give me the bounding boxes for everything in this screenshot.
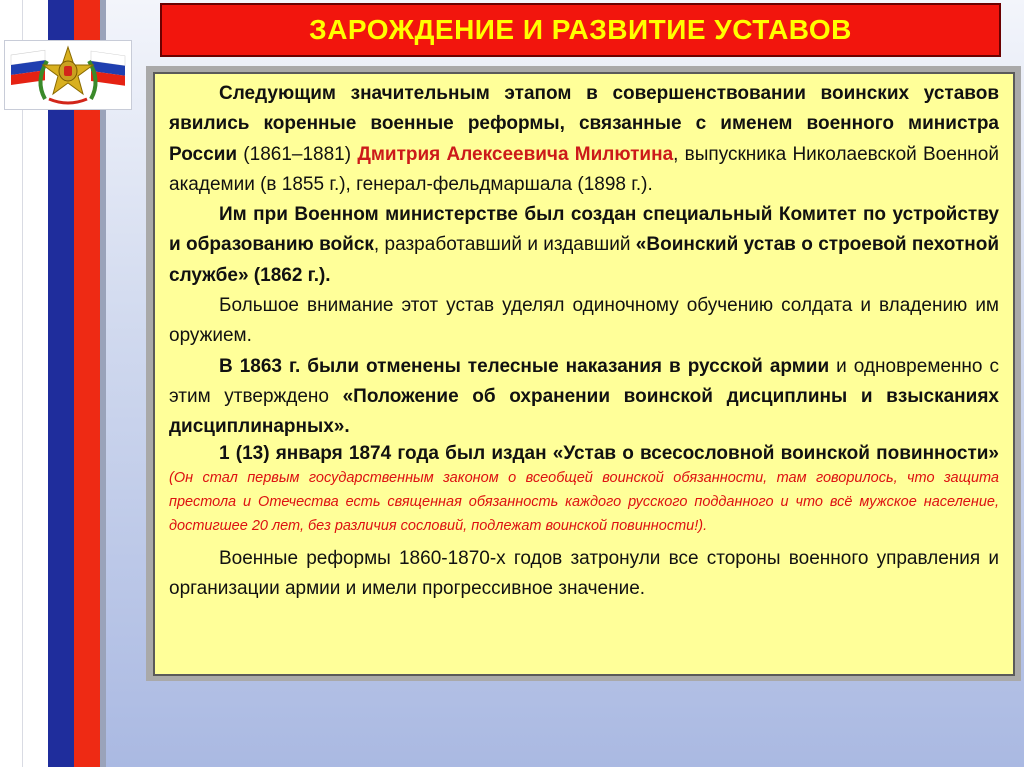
paragraph-2 (169, 200, 999, 291)
p3-text: Большое внимание этот устав уделял одиночному обучению солдата и владению им оружием. (169, 295, 999, 347)
page-title: ЗАРОЖДЕНИЕ И РАЗВИТИЕ УСТАВОВ (309, 14, 852, 45)
paragraph-1 (169, 79, 999, 200)
title-bar (160, 3, 1001, 57)
flag-stripe-white (0, 0, 22, 767)
flag-stripe-white-2 (22, 0, 49, 767)
paragraph-3 (169, 291, 999, 352)
paragraph-6 (169, 544, 999, 605)
p6-text: Военные реформы 1860-1870-х годов затронули все стороны военного управления и организации армии и имели прогрессивное значение. (169, 547, 999, 600)
p2-bold-tail: «Воинский устав о строевой пехотной службе» (1862 г.). (169, 234, 1000, 286)
paragraph-4 (169, 352, 999, 443)
p5-bold-text: 1 (13) января 1874 года был издан «Устав о всесословной воинской повинности» (219, 442, 999, 464)
p2-bold-text: Им при Военном министерстве был создан специальный Комитет по устройству и образованию войск (169, 204, 999, 256)
p4-bold-tail: «Положение об охранении воинской дисциплины и взысканиях дисциплинарных». (169, 385, 999, 438)
p1-bold-text: Следующим значительным этапом в совершенствовании воинских уставов явились коренные военные реформы, связанные с именем военного министра России (169, 83, 999, 165)
paragraph-5 (169, 443, 999, 538)
flag-stripe-red (74, 0, 100, 767)
flag-stripe-blue (48, 0, 74, 767)
p1-name-highlight: Дмитрия Алексеевича Милютина (357, 143, 674, 165)
content-panel (153, 72, 1015, 676)
stripe-divider (100, 0, 106, 767)
p4-middle: и одновременно с этим утверждено (169, 355, 999, 407)
p2-middle: , разработавший и издавший (373, 234, 636, 256)
p1-tail: , выпускника Николаевской Военной академии (в 1855 г.), генерал-фельдмаршала (1898 г.). (169, 143, 999, 195)
p5-red-note: (Он стал первым государственным законом о всеобщей воинской обязанности, там говорилось, что защита престола и Отечества есть священная обязанность каждого русского подданного и что всё мужское население, достигшее 20 лет, без различия сословий, подлежат воинской повинности!). (169, 470, 999, 534)
p1-years: (1861–1881) (237, 143, 358, 165)
armed-forces-emblem-icon (4, 40, 132, 110)
p4-bold-text: В 1863 г. были отменены телесные наказания в русской армии (219, 355, 830, 377)
